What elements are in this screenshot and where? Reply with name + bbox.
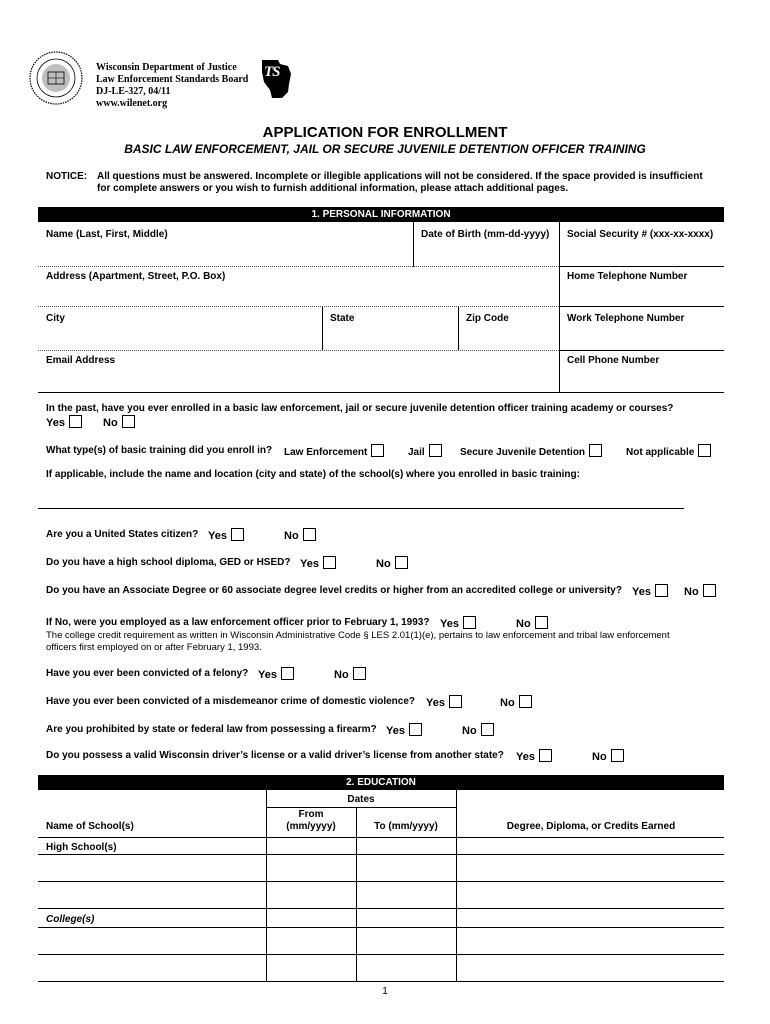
state-field[interactable] — [323, 308, 457, 350]
name-label: Name (Last, First, Middle) — [46, 229, 168, 240]
q-felony-no-label: No — [334, 669, 349, 681]
q-license-yes-checkbox[interactable] — [539, 749, 552, 762]
q-firearm-no-checkbox[interactable] — [481, 723, 494, 736]
type-jail-label: Jail — [408, 447, 425, 458]
q-employed-yes-checkbox[interactable] — [463, 616, 476, 629]
from-col-header-2: (mm/yyyy) — [286, 821, 336, 832]
header-form-id: DJ-LE-327, 04/11 — [96, 86, 171, 97]
from-col-header-1: From — [298, 809, 324, 820]
notice-label: NOTICE: — [46, 171, 88, 182]
ssn-label: Social Security # (xxx-xx-xxxx) — [567, 229, 714, 240]
section1-header: 1. PERSONAL INFORMATION — [38, 207, 724, 222]
q-diploma-no-checkbox[interactable] — [395, 556, 408, 569]
q-citizen-no-checkbox[interactable] — [303, 528, 316, 541]
type-law-label: Law Enforcement — [284, 447, 368, 458]
home-phone-field[interactable] — [560, 268, 724, 306]
dates-header: Dates — [347, 794, 375, 805]
type-law-option — [284, 444, 384, 458]
home-phone-label: Home Telephone Number — [567, 271, 688, 282]
q-associate-yes-checkbox[interactable] — [655, 584, 668, 597]
q-enrolled: In the past, have you ever enrolled in a basic law enforcement, jail or secure juvenile detention officer training academy or courses? — [46, 403, 674, 414]
cell-phone-field[interactable] — [560, 352, 724, 392]
logo-text: TS — [264, 64, 280, 80]
school-answer-line[interactable] — [38, 508, 684, 509]
q-associate-row — [46, 585, 699, 598]
q-firearm-row — [46, 724, 477, 737]
q-associate: Do you have an Associate Degree or 60 associate degree level credits or higher from an accredited college or university? — [46, 585, 622, 596]
type-na-label: Not applicable — [626, 447, 695, 458]
q-misdemeanor-yes-label: Yes — [426, 697, 445, 709]
zip-field[interactable] — [459, 308, 558, 350]
type-juvenile-checkbox[interactable] — [589, 444, 602, 457]
high-school-label: High School(s) — [46, 842, 117, 853]
q-school: If applicable, include the name and location (city and state) of the school(s) where you enrolled in basic training: — [46, 469, 580, 480]
q-employed: If No, were you employed as a law enforcement officer prior to February 1, 1993? — [46, 617, 430, 628]
college-label: College(s) — [46, 914, 95, 925]
type-jail-checkbox[interactable] — [429, 444, 442, 457]
dob-label: Date of Birth (mm-dd-yyyy) — [421, 229, 550, 240]
q-felony-yes-label: Yes — [258, 669, 277, 681]
college-row-1[interactable] — [38, 928, 724, 954]
q-misdemeanor-no-label: No — [500, 697, 515, 709]
q-firearm-no-label: No — [462, 725, 477, 737]
header-website: www.wilenet.org — [96, 98, 168, 109]
type-juvenile-label: Secure Juvenile Detention — [460, 447, 586, 458]
dob-field[interactable] — [414, 224, 558, 266]
q-employed-no-label: No — [516, 618, 531, 630]
q-felony-yes-checkbox[interactable] — [281, 667, 294, 680]
q-citizen-yes-checkbox[interactable] — [231, 528, 244, 541]
q-misdemeanor: Have you ever been convicted of a misdemeanor crime of domestic violence? — [46, 696, 416, 707]
name-field[interactable] — [38, 224, 412, 266]
to-col-header: To (mm/yyyy) — [374, 821, 438, 832]
q-type: What type(s) of basic training did you enroll in? — [46, 445, 273, 456]
q-enrolled-options — [46, 415, 135, 429]
q-enrolled-yes-label: Yes — [46, 417, 65, 429]
type-jail-option — [408, 444, 442, 458]
section2-header: 2. EDUCATION — [38, 775, 724, 790]
city-field[interactable] — [38, 308, 321, 350]
q-associate-no-checkbox[interactable] — [703, 584, 716, 597]
q-associate-no-label: No — [684, 586, 699, 598]
q-license-row — [46, 750, 607, 763]
page-subtitle: BASIC LAW ENFORCEMENT, JAIL OR SECURE JUVENILE DETENTION OFFICER TRAINING — [124, 142, 646, 156]
page-title: APPLICATION FOR ENROLLMENT — [262, 124, 508, 141]
email-field[interactable] — [38, 352, 558, 392]
ssn-field[interactable] — [560, 224, 724, 266]
q-enrolled-no-checkbox[interactable] — [122, 415, 135, 428]
q-diploma: Do you have a high school diploma, GED or HSED? — [46, 557, 291, 568]
q-citizen-row — [46, 529, 299, 542]
q-citizen-no-label: No — [284, 530, 299, 542]
page-number: 1 — [382, 986, 388, 997]
q-felony-no-checkbox[interactable] — [353, 667, 366, 680]
les-logo-icon — [258, 58, 294, 100]
q-misdemeanor-row — [46, 696, 515, 709]
q-firearm: Are you prohibited by state or federal law from possessing a firearm? — [46, 724, 377, 735]
address-field[interactable] — [38, 268, 558, 306]
q-felony: Have you ever been convicted of a felony? — [46, 668, 249, 679]
q-citizen-yes-label: Yes — [208, 530, 227, 542]
type-juvenile-option — [460, 444, 602, 458]
header-agency: Wisconsin Department of Justice — [96, 62, 237, 73]
q-diploma-yes-checkbox[interactable] — [323, 556, 336, 569]
high-school-row-2[interactable] — [38, 882, 724, 908]
type-na-option — [626, 444, 711, 458]
q-diploma-row — [46, 557, 391, 570]
q-license: Do you possess a valid Wisconsin driver’s license or a valid driver’s license from another state? — [46, 750, 504, 761]
email-label: Email Address — [46, 355, 116, 366]
work-phone-field[interactable] — [560, 308, 724, 350]
address-label: Address (Apartment, Street, P.O. Box) — [46, 271, 226, 282]
type-law-checkbox[interactable] — [371, 444, 384, 457]
q-misdemeanor-no-checkbox[interactable] — [519, 695, 532, 708]
q-diploma-no-label: No — [376, 558, 391, 570]
zip-label: Zip Code — [466, 313, 509, 324]
high-school-row-1[interactable] — [38, 855, 724, 881]
header-board: Law Enforcement Standards Board — [96, 74, 249, 85]
state-label: State — [330, 313, 355, 324]
q-employed-row — [46, 617, 531, 630]
q-license-yes-label: Yes — [516, 751, 535, 763]
notice-line-2: for complete answers or you wish to furnish additional information, please attach additional pages. — [97, 183, 569, 194]
q-employed-yes-label: Yes — [440, 618, 459, 630]
q-license-no-label: No — [592, 751, 607, 763]
q-enrolled-no-label: No — [103, 417, 118, 429]
q-firearm-yes-label: Yes — [386, 725, 405, 737]
employed-note-2: officers first employed on or after February 1, 1993. — [46, 642, 262, 653]
work-phone-label: Work Telephone Number — [567, 313, 685, 324]
doj-seal-icon — [28, 50, 84, 106]
q-employed-no-checkbox[interactable] — [535, 616, 548, 629]
school-col-header: Name of School(s) — [46, 821, 134, 832]
q-license-no-checkbox[interactable] — [611, 749, 624, 762]
q-firearm-yes-checkbox[interactable] — [409, 723, 422, 736]
q-associate-yes-label: Yes — [632, 586, 651, 598]
cell-phone-label: Cell Phone Number — [567, 355, 660, 366]
q-felony-row — [46, 668, 349, 681]
notice-line-1: All questions must be answered. Incomplete or illegible applications will not be considered. If the space provided is insufficient — [97, 171, 703, 182]
city-label: City — [46, 313, 65, 324]
degree-col-header: Degree, Diploma, or Credits Earned — [506, 821, 676, 832]
q-citizen: Are you a United States citizen? — [46, 529, 199, 540]
q-diploma-yes-label: Yes — [300, 558, 319, 570]
college-row-2[interactable] — [38, 955, 724, 981]
type-na-checkbox[interactable] — [698, 444, 711, 457]
employed-note-1: The college credit requirement as written in Wisconsin Administrative Code § LES 2.01(1)(e), pertains to law enforcement and tribal law enforcement — [46, 630, 670, 641]
q-misdemeanor-yes-checkbox[interactable] — [449, 695, 462, 708]
q-enrolled-yes-checkbox[interactable] — [69, 415, 82, 428]
